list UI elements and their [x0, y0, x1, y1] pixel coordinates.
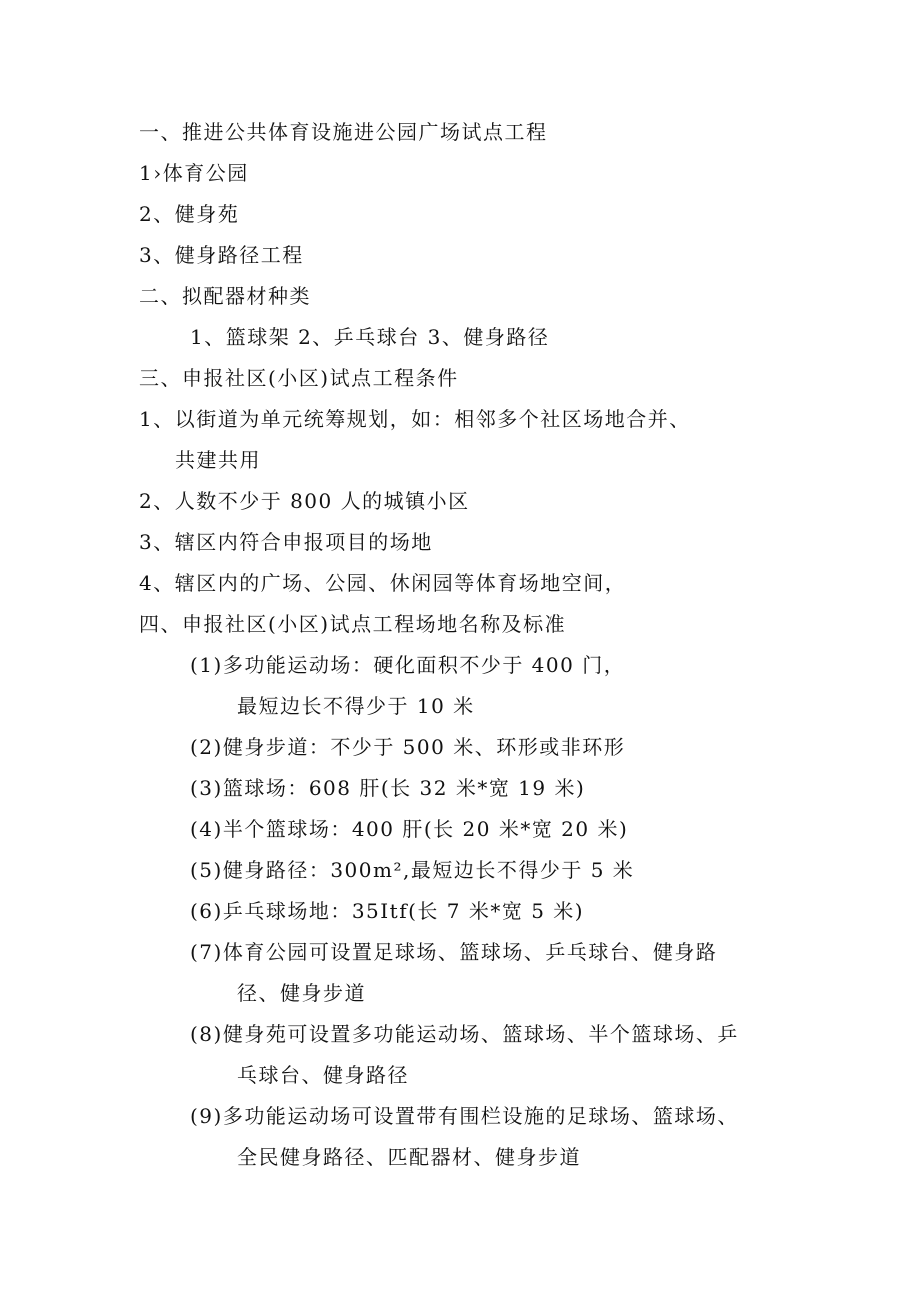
list-item-3-3: 3、辖区内符合申报项目的场地 — [139, 530, 433, 554]
list-item-4-8: (8)健身苑可设置多功能运动场、篮球场、半个篮球场、乒 — [190, 1022, 739, 1046]
list-item-3-2: 2、人数不少于 800 人的城镇小区 — [139, 489, 470, 513]
list-item-3-1-cont: 共建共用 — [175, 448, 261, 472]
section-heading-3: 三、申报社区(小区)试点工程条件 — [139, 366, 459, 390]
list-item-4-1: (1)多功能运动场：硬化面积不少于 400 门， — [190, 653, 626, 677]
list-item-4-9-cont: 全民健身路径、匹配器材、健身步道 — [237, 1145, 581, 1169]
list-item-1-2: 2、健身苑 — [139, 202, 240, 226]
list-item-4-6: (6)乒乓球场地：35Itf(长 7 米*宽 5 米) — [190, 899, 585, 923]
list-item-4-9: (9)多功能运动场可设置带有围栏设施的足球场、篮球场、 — [190, 1104, 739, 1128]
list-item-4-8-cont: 乓球台、健身路径 — [237, 1063, 409, 1087]
list-item-1-3: 3、健身路径工程 — [139, 243, 304, 267]
list-item-4-1-cont: 最短边长不得少于 10 米 — [237, 694, 475, 718]
list-item-1-1: 1›体育公园 — [139, 161, 249, 185]
list-item-4-2: (2)健身步道：不少于 500 米、环形或非环形 — [190, 735, 626, 759]
section-heading-1: 一、推进公共体育设施进公园广场试点工程 — [139, 120, 548, 144]
section-heading-4: 四、申报社区(小区)试点工程场地名称及标准 — [139, 612, 567, 636]
list-item-4-4: (4)半个篮球场：400 肝(长 20 米*宽 20 米) — [190, 817, 629, 841]
list-item-4-3: (3)篮球场：608 肝(长 32 米*宽 19 米) — [190, 776, 586, 800]
list-item-4-5: (5)健身路径：300m²,最短边长不得少于 5 米 — [190, 858, 635, 882]
list-item-4-7: (7)体育公园可设置足球场、篮球场、乒乓球台、健身路 — [190, 940, 718, 964]
list-item-3-4: 4、辖区内的广场、公园、休闲园等体育场地空间， — [139, 571, 627, 595]
list-item-3-1: 1、以街道为单元统筹规划，如：相邻多个社区场地合并、 — [139, 407, 691, 431]
section-heading-2: 二、拟配器材种类 — [139, 284, 311, 308]
list-item-2-1: 1、篮球架 2、乒乓球台 3、健身路径 — [190, 325, 550, 349]
list-item-4-7-cont: 径、健身步道 — [237, 981, 366, 1005]
